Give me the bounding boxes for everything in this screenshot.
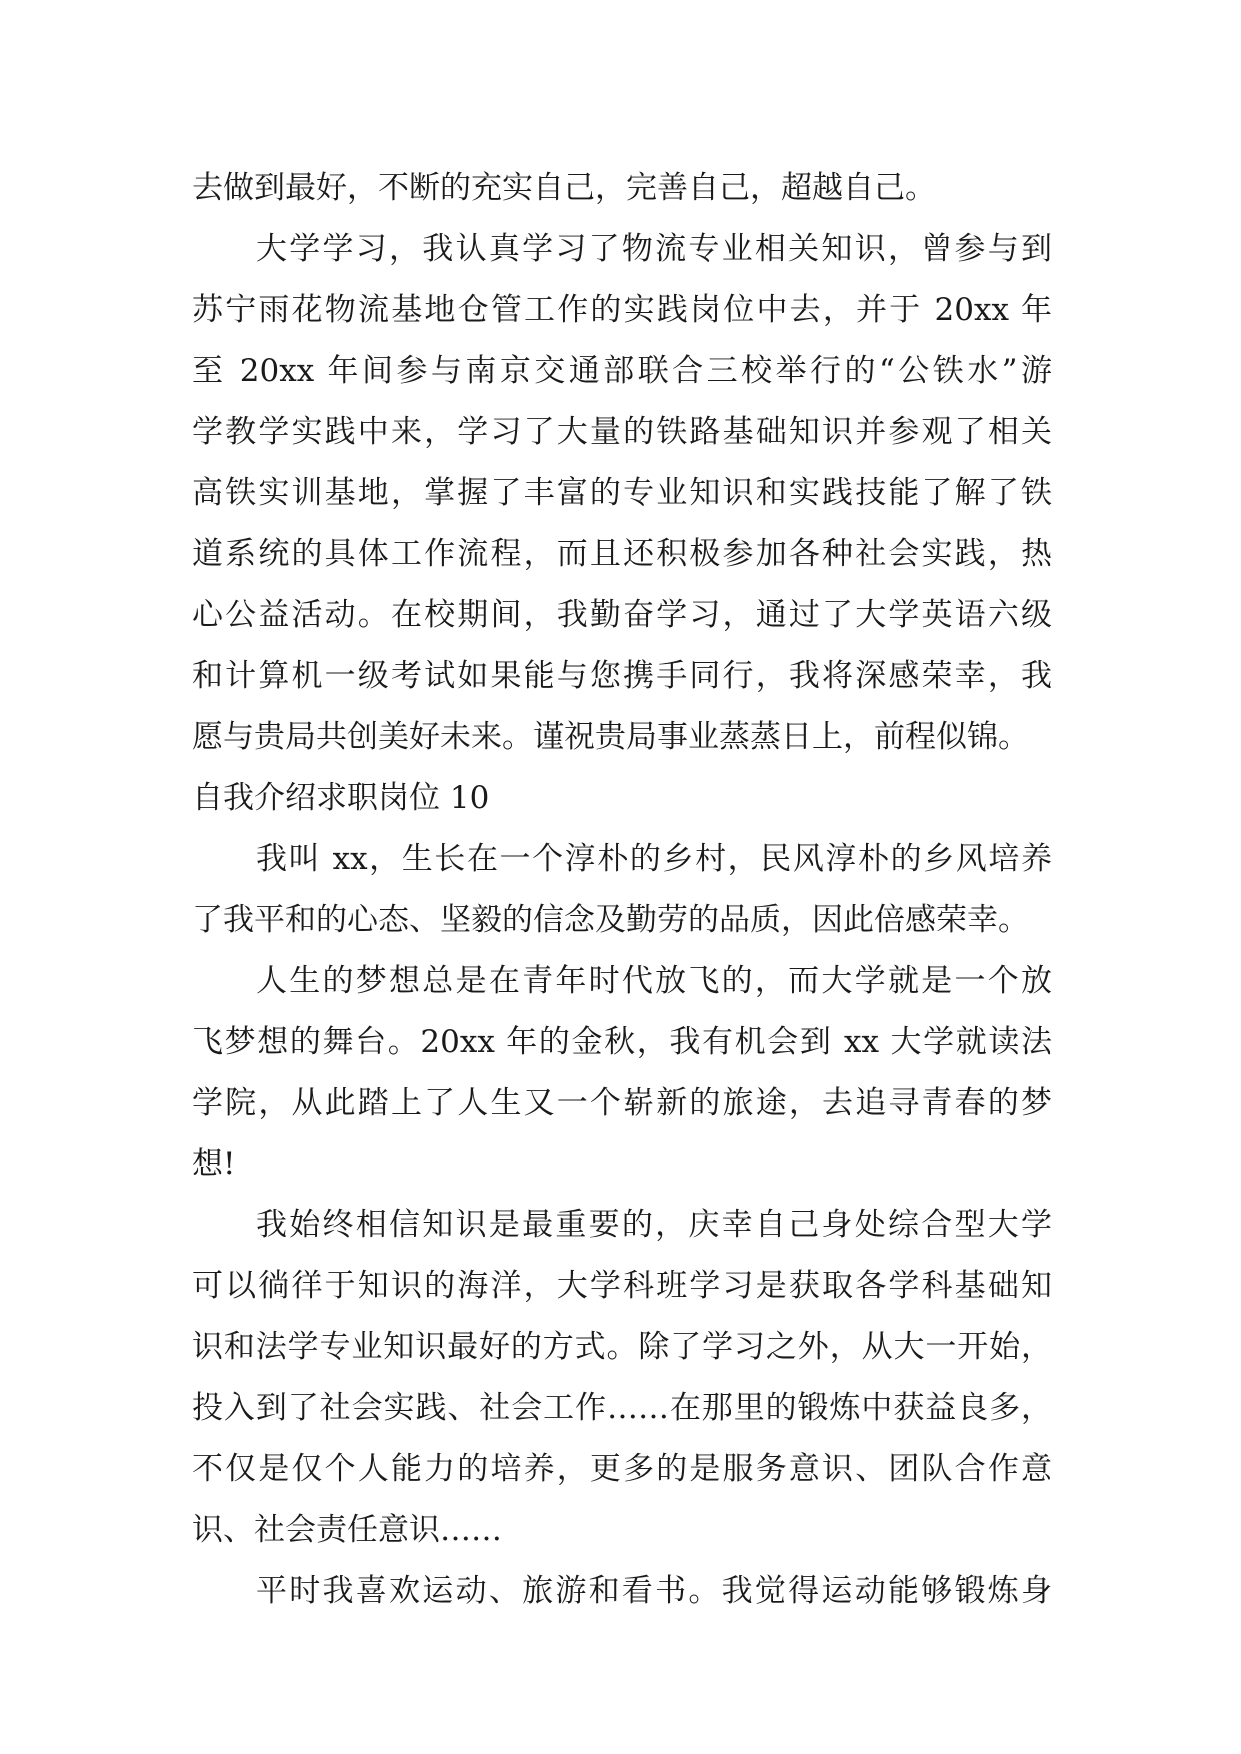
paragraph-first-line: 人生的梦想总是在青年时代放飞的，而大学就是一个放: [256, 963, 1052, 999]
text-line: 去做到最好，不断的充实自己，完善自己，超越自己。: [192, 170, 936, 206]
text-line: 心公益活动。在校期间，我勤奋学习，通过了大学英语六级: [192, 597, 1052, 633]
text-line: 学教学实践中来，学习了大量的铁路基础知识并参观了相关: [192, 414, 1052, 450]
text-line: 至 20xx 年间参与南京交通部联合三校举行的“公铁水”游: [192, 353, 1052, 389]
text-line: 飞梦想的舞台。20xx 年的金秋，我有机会到 xx 大学就读法: [192, 1024, 1052, 1060]
text-line: 识、社会责任意识……: [192, 1512, 502, 1548]
text-line: 了我平和的心态、坚毅的信念及勤劳的品质，因此倍感荣幸。: [192, 902, 1029, 938]
text-line: 道系统的具体工作流程，而且还积极参加各种社会实践，热: [192, 536, 1052, 572]
text-line: 苏宁雨花物流基地仓管工作的实践岗位中去，并于 20xx 年: [192, 292, 1052, 328]
document-body: [192, 158, 1052, 1622]
paragraph-first-line: 我始终相信知识是最重要的，庆幸自己身处综合型大学: [256, 1207, 1052, 1243]
text-line: 投入到了社会实践、社会工作……在那里的锻炼中获益良多，: [192, 1390, 1052, 1426]
text-line: 想!: [192, 1146, 236, 1182]
text-line: 高铁实训基地，掌握了丰富的专业知识和实践技能了解了铁: [192, 475, 1052, 511]
text-line: 和计算机一级考试如果能与您携手同行，我将深感荣幸，我: [192, 658, 1052, 694]
text-line: 识和法学专业知识最好的方式。除了学习之外，从大一开始，: [192, 1329, 1052, 1365]
paragraph-first-line: 平时我喜欢运动、旅游和看书。我觉得运动能够锻炼身: [256, 1573, 1052, 1609]
text-line: 愿与贵局共创美好未来。谨祝贵局事业蒸蒸日上，前程似锦。: [192, 719, 1029, 755]
text-line: 不仅是仅个人能力的培养，更多的是服务意识、团队合作意: [192, 1451, 1052, 1487]
paragraph-first-line: 大学学习，我认真学习了物流专业相关知识，曾参与到: [256, 231, 1052, 267]
text-line: 可以徜徉于知识的海洋，大学科班学习是获取各学科基础知: [192, 1268, 1052, 1304]
paragraph-first-line: 我叫 xx，生长在一个淳朴的乡村，民风淳朴的乡风培养: [256, 841, 1052, 877]
text-line: 学院，从此踏上了人生又一个崭新的旅途，去追寻青春的梦: [192, 1085, 1052, 1121]
section-heading: 自我介绍求职岗位 10: [192, 780, 490, 816]
